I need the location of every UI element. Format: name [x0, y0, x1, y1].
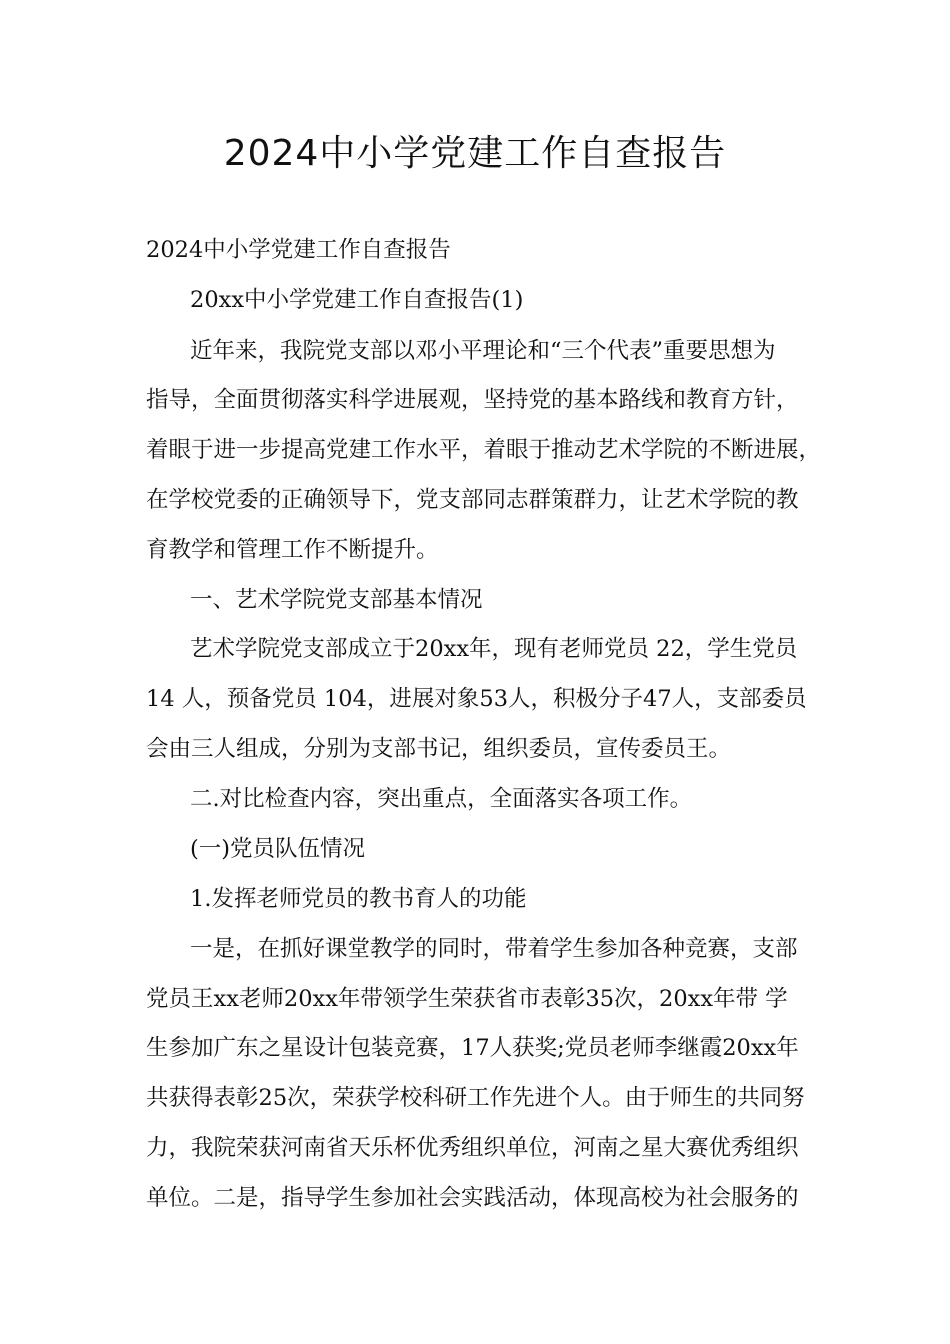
paragraph-line: 艺术学院党支部成立于20xx年，现有老师党员 22，学生党员	[190, 636, 798, 662]
document-title: 2024中小学党建工作自查报告	[223, 133, 727, 174]
paragraph-line: 指导，全面贯彻落实科学进展观，坚持党的基本路线和教育方针，	[146, 387, 799, 413]
paragraph-line: 育教学和管理工作不断提升。	[146, 537, 439, 563]
paragraph-line: 力，我院荣获河南省天乐杯优秀组织单位，河南之星大赛优秀组织	[146, 1135, 799, 1161]
paragraph-line: 近年来，我院党支部以邓小平理论和“三个代表”重要思想为	[190, 338, 776, 364]
text-line-report-heading: 20xx中小学党建工作自查报告(1)	[190, 287, 524, 313]
section-heading: 一、艺术学院党支部基本情况	[190, 587, 483, 613]
paragraph-line: 在学校党委的正确领导下，党支部同志群策群力，让艺术学院的教	[146, 487, 799, 513]
paragraph-line: 一是，在抓好课堂教学的同时，带着学生参加各种竞赛，支部	[190, 936, 798, 962]
paragraph-line: 着眼于进一步提高党建工作水平，着眼于推动艺术学院的不断进展，	[146, 437, 822, 463]
paragraph-line: 生参加广东之星设计包装竞赛，17人获奖;党员老师李继霞20xx年	[146, 1035, 799, 1061]
paragraph-line: 共获得表彰25次，荣获学校科研工作先进个人。由于师生的共同努	[146, 1085, 805, 1111]
paragraph-line: 党员王xx老师20xx年带领学生荣获省市表彰35次，20xx年带 学	[146, 986, 788, 1012]
text-line-subtitle: 2024中小学党建工作自查报告	[146, 237, 451, 263]
paragraph-line: 单位。二是，指导学生参加社会实践活动，体现高校为社会服务的	[146, 1185, 799, 1211]
paragraph-line: 14 人，预备党员 104，进展对象53人，积极分子47人，支部委员	[146, 686, 807, 712]
subsection-heading: 1.发挥老师党员的教书育人的功能	[190, 886, 527, 912]
section-heading: 二.对比检查内容，突出重点，全面落实各项工作。	[190, 786, 693, 812]
paragraph-line: 会由三人组成，分别为支部书记，组织委员，宣传委员王。	[146, 736, 732, 762]
subsection-heading: (一)党员队伍情况	[190, 836, 366, 862]
